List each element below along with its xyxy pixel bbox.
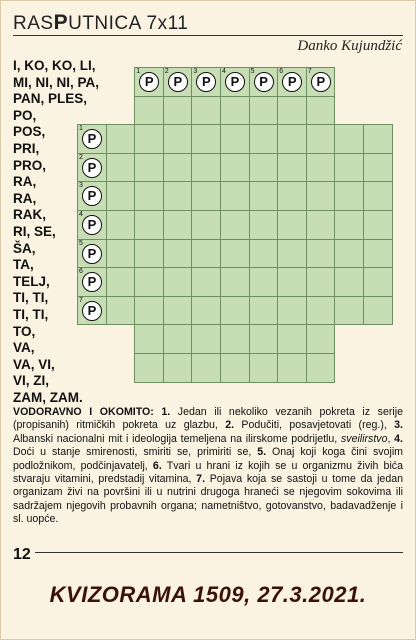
word-list-item: TO,	[13, 323, 36, 339]
grid-cell[interactable]	[191, 324, 221, 354]
word-list-item: I, KO, KO, LI,	[13, 58, 96, 73]
clues	[13, 406, 403, 527]
grid-cell[interactable]	[163, 353, 193, 383]
grid-cell[interactable]	[306, 324, 336, 354]
grid-cell[interactable]	[163, 124, 193, 154]
grid-cell[interactable]	[163, 96, 193, 126]
p-marker-icon: P	[82, 244, 102, 264]
clue-number: 1.	[161, 406, 171, 418]
grid-cell[interactable]	[306, 181, 336, 211]
column-number: 1	[136, 68, 141, 75]
grid-cell[interactable]	[249, 267, 279, 297]
title-rule	[13, 35, 403, 36]
grid-cell[interactable]	[163, 296, 193, 326]
clue-number: 2.	[225, 419, 235, 432]
grid-cell[interactable]	[163, 267, 193, 297]
grid-cell[interactable]	[220, 296, 250, 326]
row-number: 5	[79, 239, 83, 247]
word-list-item: POS,	[13, 124, 46, 140]
grid-cell[interactable]	[277, 153, 307, 183]
grid-cell[interactable]	[106, 181, 136, 211]
grid-cell[interactable]	[106, 239, 136, 269]
grid-cell[interactable]	[191, 353, 221, 383]
clue-text: Podučiti, posavjetovati (reg.),	[234, 419, 395, 432]
word-list-item: PO,	[13, 107, 37, 123]
grid-cell[interactable]	[191, 210, 221, 240]
clue-number: 6.	[152, 459, 162, 472]
row-number: 3	[79, 182, 83, 190]
column-number: 2	[164, 68, 169, 75]
row-number: 7	[79, 296, 83, 304]
clue-text: Tvari u hrani iz kojih se u organizmu živih bića stvaraju vitamini, predstadij vitamina,	[13, 459, 403, 486]
word-list-item: MI, NI, NI, PA,	[13, 74, 100, 90]
grid-cell[interactable]	[134, 353, 164, 383]
p-marker-icon: P	[82, 272, 102, 292]
grid-cell[interactable]	[106, 210, 136, 240]
p-marker-icon: P	[254, 72, 274, 92]
clue-text: Onaj koji koga čini svojim podložnikom, podčinjavatelj,	[13, 446, 403, 472]
grid-cell[interactable]	[134, 210, 164, 240]
grid-cell[interactable]	[134, 181, 164, 211]
grid-cell[interactable]	[277, 181, 307, 211]
grid-cell[interactable]	[220, 153, 250, 183]
grid-cell[interactable]	[277, 210, 307, 240]
grid-cell[interactable]	[363, 124, 393, 154]
grid-cell[interactable]	[134, 296, 164, 326]
word-list-item: ZAM, ZAM.	[13, 389, 83, 405]
grid-cell[interactable]	[163, 210, 193, 240]
clue-text: ,	[387, 432, 395, 445]
bottom-rule	[13, 552, 403, 553]
grid-cell[interactable]	[249, 181, 279, 211]
clue-number: 3.	[394, 419, 403, 432]
author: Danko Kujundžić	[297, 38, 402, 54]
word-list-item: TI, TI,	[13, 290, 49, 306]
grid-cell[interactable]	[220, 324, 250, 354]
p-marker-icon: P	[196, 72, 216, 92]
grid-cell[interactable]	[220, 124, 250, 154]
p-marker-icon: P	[225, 72, 245, 92]
p-marker-icon: P	[82, 186, 102, 206]
grid-cell[interactable]	[163, 324, 193, 354]
grid-cell[interactable]	[249, 296, 279, 326]
grid-cell[interactable]	[277, 267, 307, 297]
grid-cell[interactable]	[106, 296, 136, 326]
grid-cell[interactable]	[249, 239, 279, 269]
word-list-item: ŠA,	[13, 240, 36, 256]
puzzle-title: RASPUTNICA 7x11	[13, 11, 189, 34]
grid-cell[interactable]	[191, 153, 221, 183]
grid-cell[interactable]	[363, 210, 393, 240]
word-list-item: RA,	[13, 174, 37, 190]
clue-text: Doći u stanje smirenosti, smiriti se, primiriti se,	[13, 446, 258, 459]
grid-cell[interactable]	[363, 267, 393, 297]
grid-cell[interactable]	[334, 267, 364, 297]
grid-cell[interactable]	[249, 96, 279, 126]
column-number: 7	[307, 68, 312, 75]
p-marker-icon: P	[82, 301, 102, 321]
grid-cell[interactable]	[220, 96, 250, 126]
grid-cell[interactable]	[277, 353, 307, 383]
p-marker-icon: P	[82, 158, 102, 178]
grid-cell[interactable]	[334, 296, 364, 326]
grid-cell[interactable]	[306, 353, 336, 383]
word-list-item: PAN, PLES,	[13, 91, 88, 107]
word-list-item: TA,	[13, 257, 34, 273]
grid-cell[interactable]	[220, 267, 250, 297]
grid-cell[interactable]	[134, 153, 164, 183]
word-list-item: PRI,	[13, 140, 40, 156]
grid-cell[interactable]	[220, 353, 250, 383]
grid-cell[interactable]	[363, 181, 393, 211]
grid-cell[interactable]	[249, 324, 279, 354]
grid-cell[interactable]	[106, 267, 136, 297]
grid-cell[interactable]	[277, 324, 307, 354]
p-marker-icon: P	[82, 215, 102, 235]
grid-cell[interactable]	[163, 239, 193, 269]
grid-cell[interactable]	[334, 124, 364, 154]
grid-cell[interactable]	[334, 239, 364, 269]
grid-cell[interactable]	[220, 181, 250, 211]
clue-text: Albanski nacionalni mit i ideologija temeljena na ilirskome podrijetlu,	[13, 432, 341, 445]
grid-cell[interactable]	[277, 296, 307, 326]
clue-text: sveilirstvo	[340, 432, 388, 445]
word-list-item: TELJ,	[13, 273, 50, 289]
grid-cell[interactable]	[249, 210, 279, 240]
grid-cell[interactable]	[106, 124, 136, 154]
grid-cell[interactable]	[134, 239, 164, 269]
grid-cell[interactable]	[306, 96, 336, 126]
p-marker-icon: P	[311, 72, 331, 92]
grid-cell[interactable]	[191, 96, 221, 126]
p-marker-icon: P	[168, 72, 188, 92]
clue-number: 7.	[196, 473, 206, 486]
word-list-item: RA,	[13, 190, 37, 206]
grid-cell[interactable]	[191, 239, 221, 269]
grid-cell[interactable]	[220, 210, 250, 240]
grid-cell[interactable]	[249, 124, 279, 154]
grid-cell[interactable]	[163, 153, 193, 183]
column-number: 6	[279, 68, 284, 75]
clue-number: 4.	[394, 432, 403, 445]
grid-cell[interactable]	[134, 324, 164, 354]
grid-cell[interactable]	[249, 353, 279, 383]
p-marker-icon: P	[282, 72, 302, 92]
grid-cell[interactable]	[306, 296, 336, 326]
row-number: 4	[79, 211, 83, 218]
word-list-item: PRO,	[13, 157, 47, 173]
grid-cell[interactable]	[334, 153, 364, 183]
grid-cell[interactable]	[249, 153, 279, 183]
clue-number: 5.	[257, 446, 267, 459]
p-marker-icon: P	[139, 72, 159, 92]
column-number: 4	[222, 68, 226, 75]
word-list-item: VA, VI,	[13, 356, 55, 372]
grid-cell[interactable]	[306, 210, 336, 240]
grid-cell[interactable]	[191, 181, 221, 211]
page-number: 12	[13, 546, 35, 564]
grid-cell[interactable]	[334, 181, 364, 211]
word-list-item: TI, TI,	[13, 306, 49, 322]
clue-text: Jedan ili nekoliko vezanih pokreta iz serije (propisanih) ritmičkih pokreta uz glazbu,	[13, 406, 403, 432]
grid-cell[interactable]	[220, 239, 250, 269]
grid-cell[interactable]	[191, 296, 221, 326]
p-marker-icon: P	[82, 129, 102, 149]
word-list-item: VI, ZI,	[13, 373, 50, 389]
grid-cell[interactable]	[277, 124, 307, 154]
grid-cell[interactable]	[363, 239, 393, 269]
grid-cell[interactable]	[306, 124, 336, 154]
grid-cell[interactable]	[306, 153, 336, 183]
grid-cell[interactable]	[163, 181, 193, 211]
grid-cell[interactable]	[306, 267, 336, 297]
word-list-item: VA,	[13, 340, 35, 356]
grid-cell[interactable]	[363, 296, 393, 326]
grid-cell[interactable]	[277, 239, 307, 269]
word-list-item: RAK,	[13, 207, 46, 223]
grid-cell[interactable]	[134, 267, 164, 297]
grid-cell[interactable]	[134, 96, 164, 126]
grid-cell[interactable]	[106, 153, 136, 183]
word-list-item: RI, SE,	[13, 223, 56, 239]
grid-cell[interactable]	[191, 267, 221, 297]
grid-cell[interactable]	[134, 124, 164, 154]
column-number: 5	[250, 68, 255, 75]
grid-cell[interactable]	[334, 210, 364, 240]
grid-cell[interactable]	[306, 239, 336, 269]
crossword-grid	[77, 67, 393, 389]
row-number: 6	[79, 268, 83, 276]
footer-caption: KVIZORAMA 1509, 27.3.2021.	[49, 582, 367, 607]
clue-text: Pojava koja se sastoji u tome da jedan organizam živi na površini ili u nutrini drugoga hraneći se njegovim sokovima ili sadržajem njegovih probavnih organa; nametništvo, gotovanstvo, badavadženje i sl. uopće.	[13, 473, 403, 526]
row-number: 2	[79, 153, 83, 161]
clues-heading: VODORAVNO I OKOMITO:	[13, 406, 162, 418]
grid-cell[interactable]	[363, 153, 393, 183]
column-number: 3	[193, 68, 198, 75]
row-number: 1	[79, 125, 83, 133]
grid-cell[interactable]	[277, 96, 307, 126]
grid-cell[interactable]	[191, 124, 221, 154]
